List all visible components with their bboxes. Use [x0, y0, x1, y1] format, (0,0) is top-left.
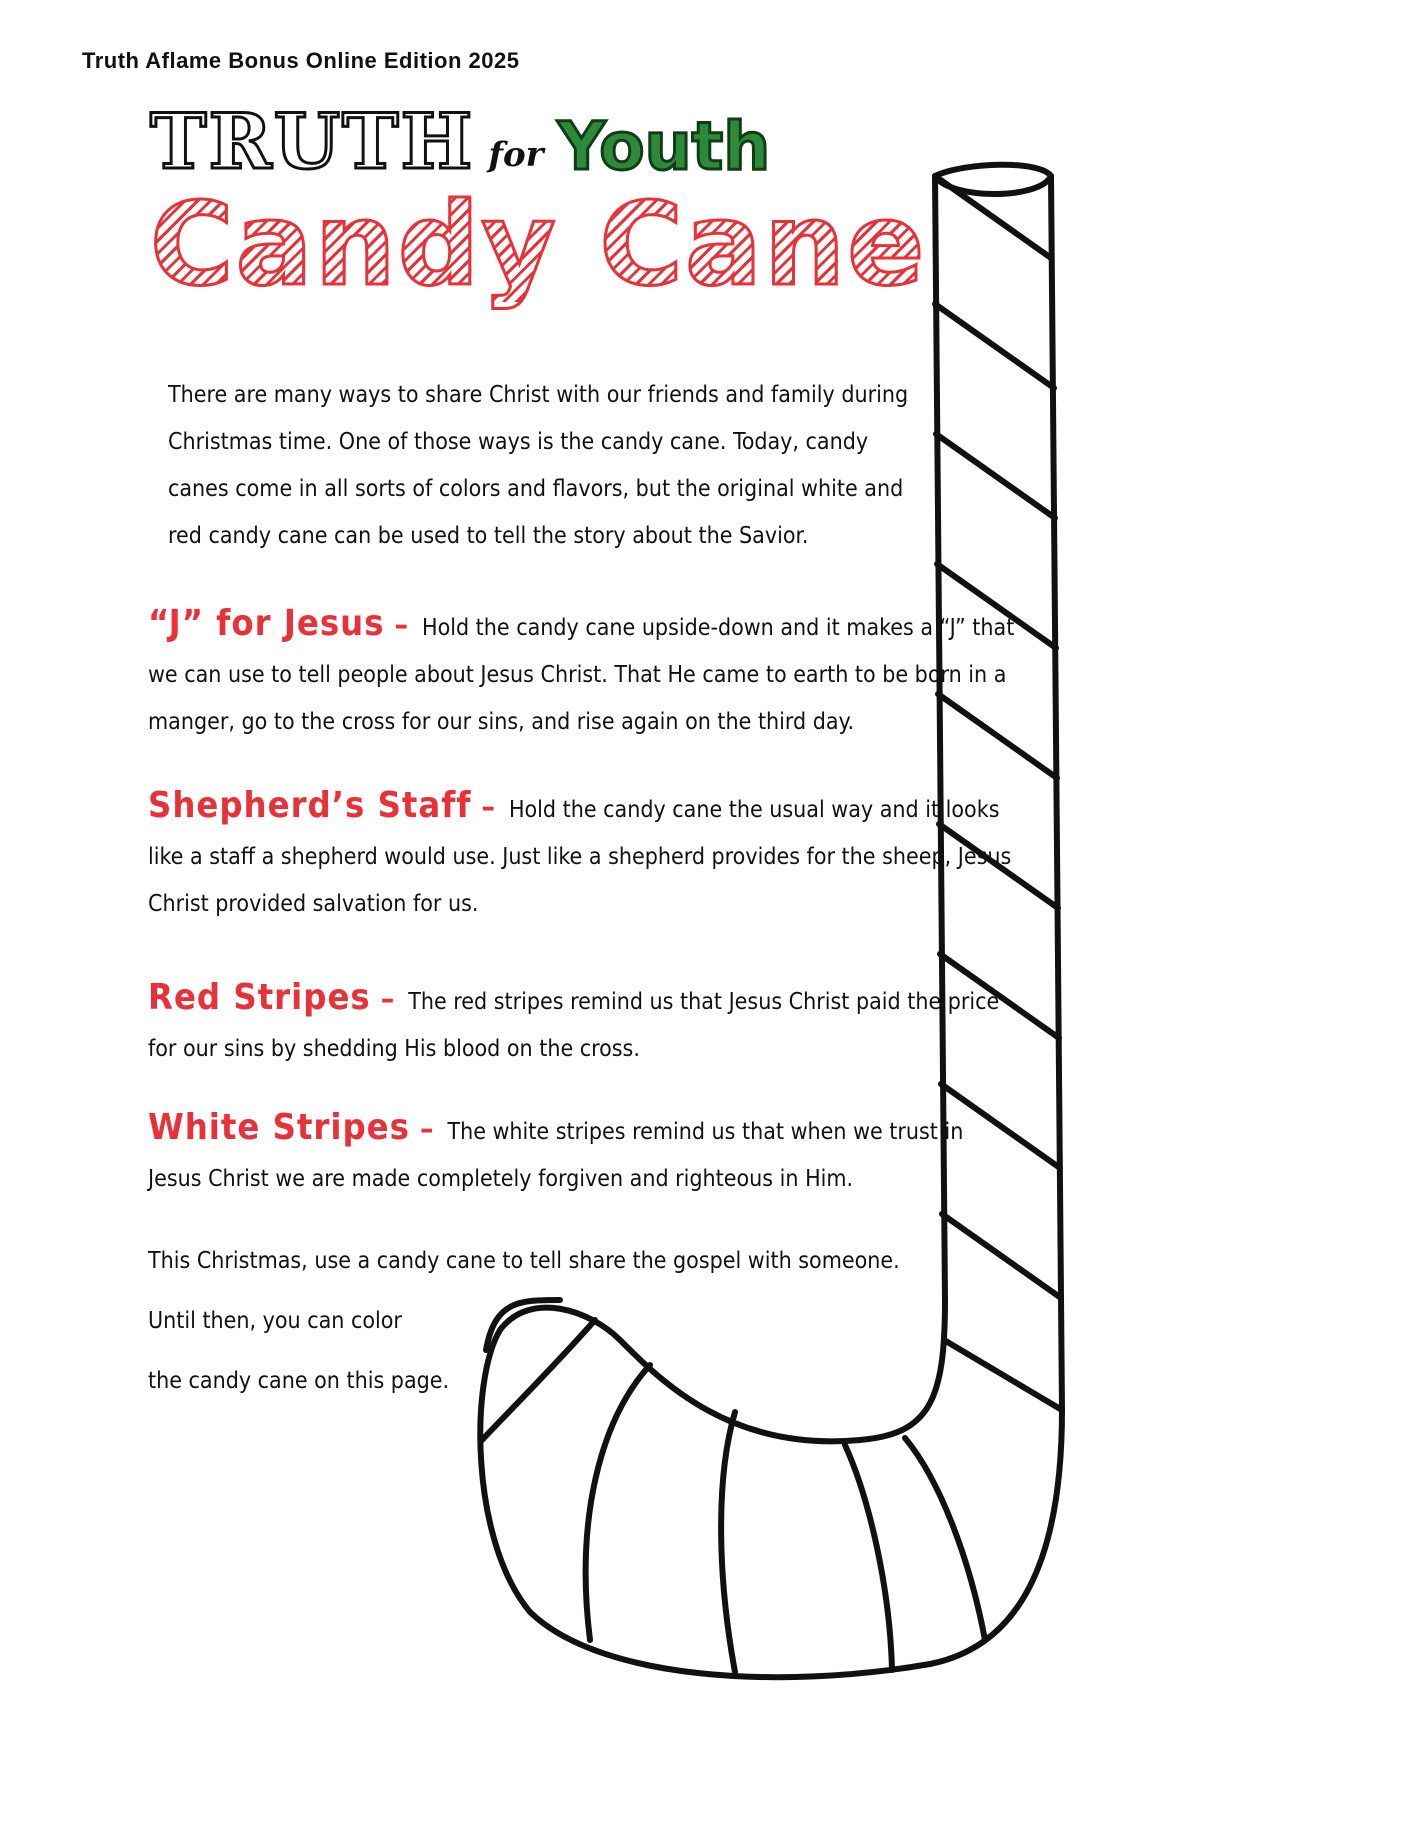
- closing-line-3: the candy cane on this page.: [148, 1368, 450, 1394]
- section-j-for-jesus: [148, 600, 1028, 746]
- logo-for-word: for: [488, 135, 544, 175]
- closing-line-2: Until then, you can color: [148, 1308, 402, 1334]
- edition-label: Truth Aflame Bonus Online Edition 2025: [82, 48, 520, 73]
- section-text: Hold the candy cane upside-down and it makes a “J” that we can use to tell people about Jesus Christ. That He came to earth to be born in a manger, go to the cross for our sins, and rise again on the third day.: [148, 615, 1015, 735]
- section-text: Hold the candy cane the usual way and it looks like a staff a shepherd would use. Just like a shepherd provides for the sheep, Jesus Christ provided salvation for us.: [148, 797, 1012, 917]
- section-heading: Red Stripes: [148, 977, 371, 1018]
- section-dash: –: [394, 608, 408, 643]
- logo-youth-word: Youth: [557, 108, 771, 185]
- cane-stripe: [721, 1412, 735, 1672]
- page-title: Candy Cane: [150, 178, 927, 311]
- section-dash: –: [481, 790, 495, 825]
- section-text: The red stripes remind us that Jesus Christ paid the price for our sins by shedding His blood on the cross.: [148, 989, 1000, 1062]
- closing-line-1: This Christmas, use a candy cane to tell share the gospel with someone.: [148, 1248, 900, 1274]
- section-shepherds-staff: [148, 782, 1028, 928]
- cane-stripe: [936, 434, 1055, 518]
- cane-stripe: [942, 1214, 1061, 1298]
- cane-stripe: [586, 1365, 650, 1640]
- section-heading: White Stripes: [148, 1107, 410, 1148]
- section-heading: Shepherd’s Staff: [148, 785, 472, 826]
- cane-stripe: [905, 1438, 985, 1640]
- section-dash: –: [380, 982, 395, 1017]
- cane-stripe: [944, 1340, 1062, 1410]
- cane-stripe: [845, 1445, 892, 1670]
- cane-stripe: [935, 304, 1054, 388]
- intro-paragraph: There are many ways to share Christ with our friends and family during Christmas time. One of those ways is the candy cane. Today, candy canes come in all sorts of colors and flavors, but the original white and red candy cane can be used to tell the story about the Savior.: [168, 382, 909, 549]
- section-dash: –: [419, 1112, 434, 1147]
- section-heading: “J” for Jesus: [148, 603, 385, 644]
- section-red-stripes: [148, 974, 1008, 1073]
- section-text: The white stripes remind us that when we trust in Jesus Christ we are made completely forgiven and righteous in Him.: [148, 1119, 964, 1192]
- section-white-stripes: [148, 1104, 1008, 1203]
- logo-truth-word: TRUTH: [150, 97, 475, 186]
- truth-for-youth-logo: [150, 97, 771, 186]
